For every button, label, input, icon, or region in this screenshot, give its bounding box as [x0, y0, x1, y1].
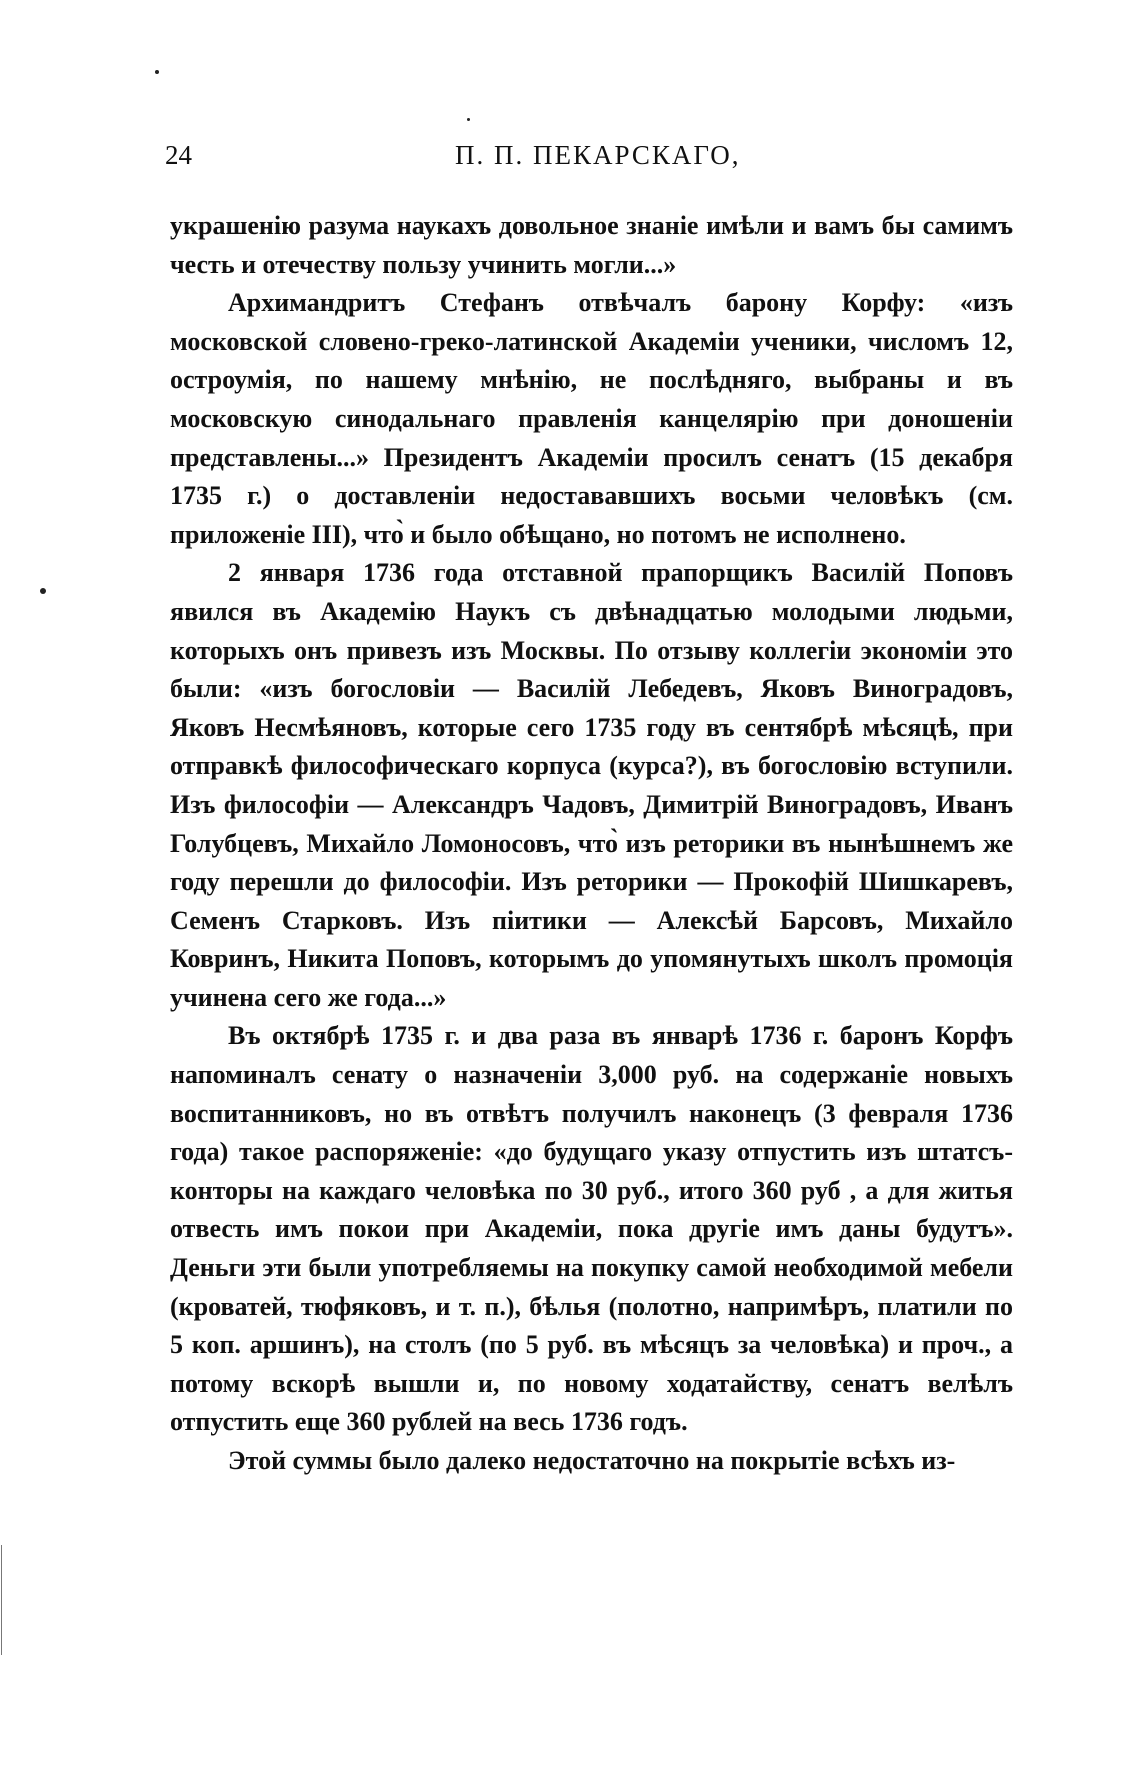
page-number: 24 — [165, 140, 192, 170]
running-title: П. П. ПЕКАРСКАГО, — [455, 140, 741, 170]
body-text — [170, 207, 1013, 1481]
margin-rule — [1, 1545, 2, 1655]
page-header — [165, 140, 1010, 180]
paragraph-1: украшенію разума наукахъ довольное знаніе имѣли и вамъ бы самимъ честь и отечеству пользу учинить могли...» — [170, 211, 1013, 279]
paragraph-2: Архимандритъ Стефанъ отвѣчалъ барону Корфу: «изъ московской словено-греко-латинской Академіи ученики, числомъ 12, остроумія, по нашему мнѣнію, не послѣдняго, выбраны и въ московскую синодальнаго правленія канцелярію при доношеніи представлены...» Президентъ Академіи просилъ сенатъ (15 декабря 1735 г.) о доставленіи недостававшихъ восьми человѣкъ (см. приложеніе III), что̀ и было обѣщано, но потомъ не исполнено. — [170, 288, 1013, 549]
paragraph-4: Въ октябрѣ 1735 г. и два раза въ январѣ 1736 г. баронъ Корфъ напоминалъ сенату о назначеніи 3,000 руб. на содержаніе новыхъ воспитанниковъ, но въ отвѣтъ получилъ наконецъ (3 февраля 1736 года) такое распоряженіе: «до будущаго указу отпустить изъ штатсъ-конторы на каждаго человѣка по 30 руб., итого 360 руб , а для житья отвесть имъ покои при Академіи, пока другіе имъ даны будутъ». Деньги эти были употребляемы на покупку самой необходимой мебели (кроватей, тюфяковъ, и т. п.), бѣлья (полотно, напримѣръ, платили по 5 коп. аршинъ), на столъ (по 5 руб. въ мѣсяцъ за человѣка) и проч., а потому вскорѣ вышли и, по новому ходатайству, сенатъ велѣлъ отпустить еще 360 рублей на весь 1736 годъ. — [170, 1021, 1013, 1437]
print-speck — [155, 70, 159, 74]
paragraph-3: 2 января 1736 года отставной прапорщикъ Василій Поповъ явился въ Академію Наукъ съ двѣнадцатью молодыми людьми, которыхъ онъ привезъ изъ Москвы. По отзыву коллегіи экономіи это были: «изъ богословіи — Василій Лебедевъ, Яковъ Виноградовъ, Яковъ Несмѣяновъ, которые сего 1735 году въ сентябрѣ мѣсяцѣ, при отправкѣ философическаго корпуса (курса?), въ богословію вступили. Изъ философіи — Александръ Чадовъ, Димитрій Виноградовъ, Иванъ Голубцевъ, Михайло Ломоносовъ, что̀ изъ реторики въ нынѣшнемъ же году перешли до философіи. Изъ реторики — Прокофій Шишкаревъ, Семенъ Старковъ. Изъ піитики — Алексѣй Барсовъ, Михайло Ковринъ, Никита Поповъ, которымъ до упомянутыхъ школъ промоція учинена сего же года...» — [170, 558, 1013, 1012]
paragraph-5: Этой суммы было далеко недостаточно на покрытіе всѣхъ из- — [228, 1446, 956, 1475]
margin-dot — [40, 588, 46, 594]
print-speck — [467, 118, 470, 121]
